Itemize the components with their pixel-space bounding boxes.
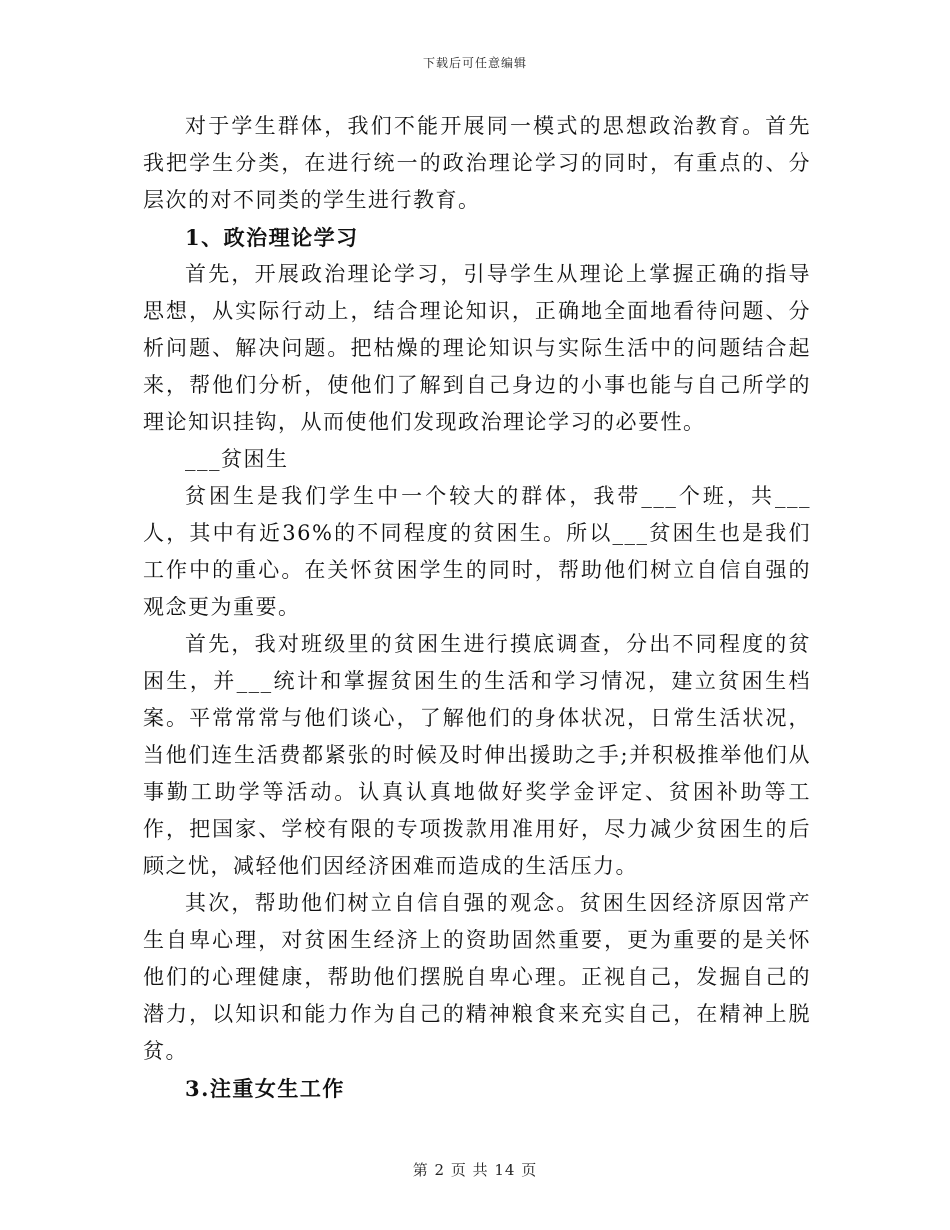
paragraph-poor-students-survey: 首先，我对班级里的贫困生进行摸底调查，分出不同程度的贫困生，并___统计和掌握贫困生的生活和学习情况，建立贫困生档案。平常常常与他们谈心，了解他们的身体状况，日常生活状况，当他们连生活费都紧张的时候及时伸出援助之手;并积极推举他们从事勤工助学等活动。认真认真地做好奖学金评定、贫困补助等工作，把国家、学校有限的专项拨款用准用好，尽力减少贫困生的后顾之忧，减轻他们因经济困难而造成的生活压力。 xyxy=(143,632,811,878)
page-number: 第 2 页 共 14 页 xyxy=(412,1161,538,1179)
paragraph-poor-students-confidence: 其次，帮助他们树立自信自强的观念。贫困生因经济原因常产生自卑心理，对贫困生经济上的资助固然重要，更为重要的是关怀他们的心理健康，帮助他们摆脱自卑心理。正视自己，发掘自己的潜力，以知识和能力作为自己的精神粮食来充实自己，在精神上脱贫。 xyxy=(143,891,811,1063)
section-heading-female-students: 3.注重女生工作 xyxy=(185,1076,345,1101)
document-body xyxy=(143,108,811,1107)
page-header: 下载后可任意编辑 xyxy=(422,56,527,70)
paragraph-poor-students-intro: 贫困生是我们学生中一个较大的群体，我带___个班，共___人，其中有近36%的不同程度的贫困生。所以___贫困生也是我们工作中的重心。在关怀贫困学生的同时，帮助他们树立自信自强的观念更为重要。 xyxy=(143,484,811,619)
paragraph-political-theory: 首先，开展政治理论学习，引导学生从理论上掌握正确的指导思想，从实际行动上，结合理论知识，正确地全面地看待问题、分析问题、解决问题。把枯燥的理论知识与实际生活中的问题结合起来，帮他们分析，使他们了解到自己身边的小事也能与自己所学的理论知识挂钩，从而使他们发现政治理论学习的必要性。 xyxy=(143,262,811,434)
paragraph-student-groups: 对于学生群体，我们不能开展同一模式的思想政治教育。首先我把学生分类，在进行统一的政治理论学习的同时，有重点的、分层次的对不同类的学生进行教育。 xyxy=(143,114,811,212)
subheading-poor-students: ___贫困生 xyxy=(185,447,289,471)
section-heading-political-theory: 1、政治理论学习 xyxy=(185,225,359,250)
